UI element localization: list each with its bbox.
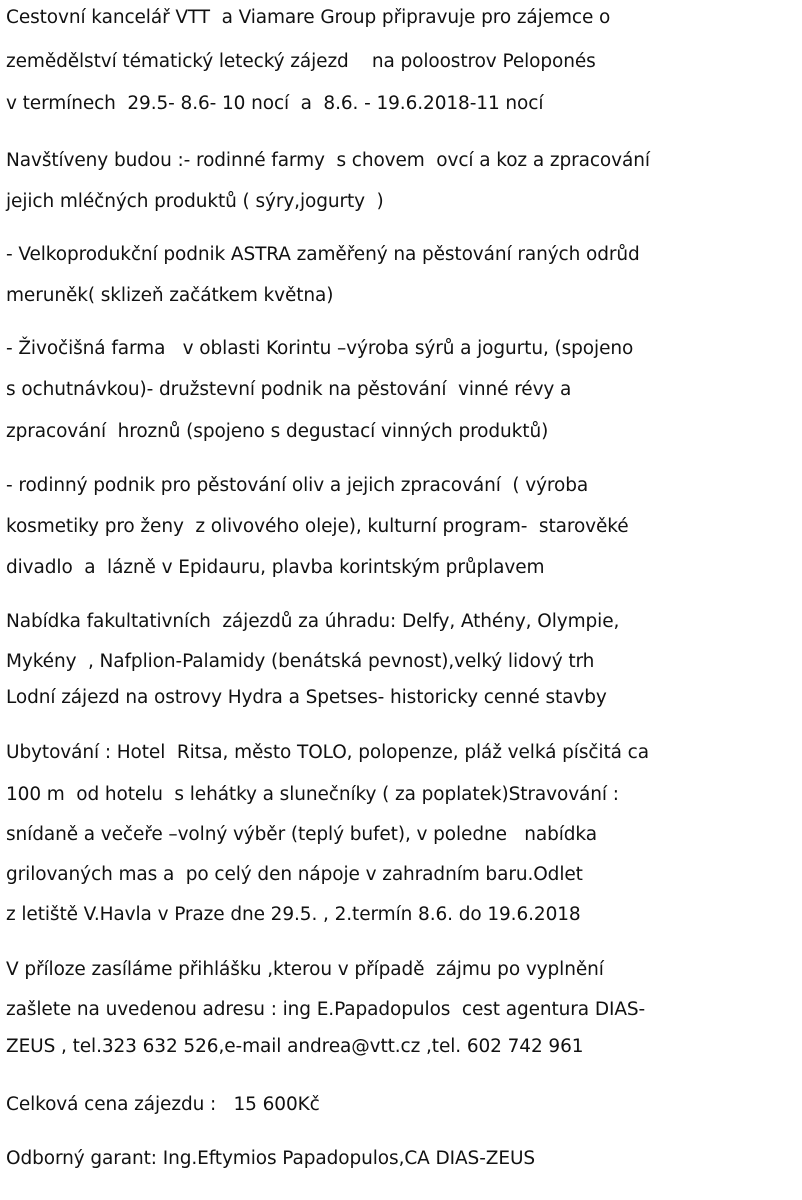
text-line: z letiště V.Havla v Praze dne 29.5. , 2.termín 8.6. do 19.6.2018 <box>6 904 581 925</box>
text-line: zašlete na uvedenou adresu : ing E.Papadopulos cest agentura DIAS- <box>6 999 646 1020</box>
text-line: Ubytování : Hotel Ritsa, město TOLO, polopenze, pláž velká písčitá ca <box>6 742 649 763</box>
text-line: Lodní zájezd na ostrovy Hydra a Spetses- historicky cenné stavby <box>6 687 607 708</box>
text-line: - Velkoprodukční podnik ASTRA zaměřený na pěstování raných odrůd <box>6 244 640 265</box>
text-line: 100 m od hotelu s lehátky a slunečníky ( za poplatek)Stravování : <box>6 784 619 805</box>
text-line: zpracování hroznů (spojeno s degustací vinných produktů) <box>6 421 549 442</box>
text-line: V příloze zasíláme přihlášku ,kterou v případě zájmu po vyplnění <box>6 959 604 980</box>
text-line: zemědělství tématický letecký zájezd na poloostrov Peloponés <box>6 51 596 72</box>
text-line: snídaně a večeře –volný výběr (teplý bufet), v poledne nabídka <box>6 824 597 845</box>
text-line: - rodinný podnik pro pěstování oliv a jejich zpracování ( výroba <box>6 475 589 496</box>
text-line: s ochutnávkou)- družstevní podnik na pěstování vinné révy a <box>6 379 572 400</box>
text-line: Cestovní kancelář VTT a Viamare Group připravuje pro zájemce o <box>6 7 611 28</box>
text-line: meruněk( sklizeň začátkem května) <box>6 285 334 306</box>
text-line: Navštíveny budou :- rodinné farmy s chovem ovcí a koz a zpracování <box>6 150 650 171</box>
text-line: kosmetiky pro ženy z olivového oleje), kulturní program- starověké <box>6 516 629 537</box>
text-line: - Živočišná farma v oblasti Korintu –výroba sýrů a jogurtu, (spojeno <box>6 338 634 359</box>
guarantor-line: Odborný garant: Ing.Eftymios Papadopulos,CA DIAS-ZEUS <box>6 1148 536 1169</box>
text-line: ZEUS , tel.323 632 526,e-mail andrea@vtt.cz ,tel. 602 742 961 <box>6 1036 584 1057</box>
text-line: grilovaných mas a po celý den nápoje v zahradním baru.Odlet <box>6 864 583 885</box>
price-line: Celková cena zájezdu : 15 600Kč <box>6 1094 320 1115</box>
text-line: jejich mléčných produktů ( sýry,jogurty ) <box>6 191 384 212</box>
text-line: Nabídka fakultativních zájezdů za úhradu: Delfy, Athény, Olympie, <box>6 611 620 632</box>
text-line: divadlo a lázně v Epidauru, plavba korintským průplavem <box>6 557 545 578</box>
text-line: v termínech 29.5- 8.6- 10 nocí a 8.6. - 19.6.2018-11 nocí <box>6 93 544 114</box>
text-line: Mykény , Nafplion-Palamidy (benátská pevnost),velký lidový trh <box>6 651 595 672</box>
